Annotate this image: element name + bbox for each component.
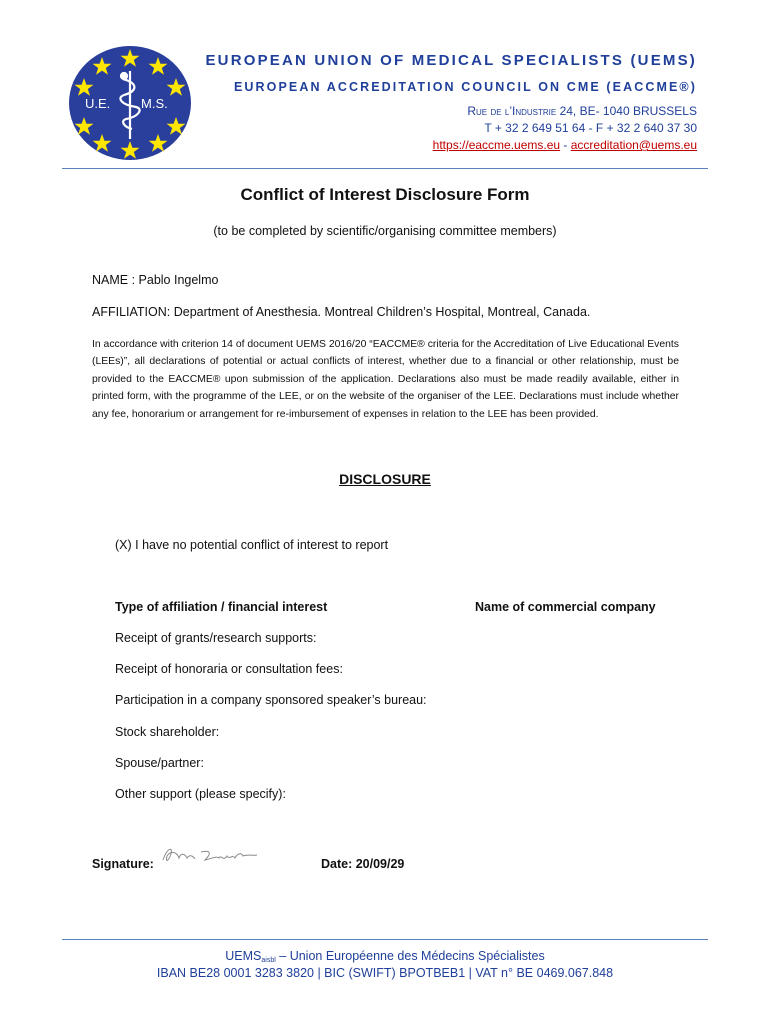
footer-uems: UEMS	[225, 949, 262, 963]
header-divider	[62, 168, 708, 169]
disclosure-row-speakers-bureau: Participation in a company sponsored speaker’s bureau:	[115, 693, 427, 707]
disclosure-row-grants: Receipt of grants/research supports:	[115, 631, 317, 645]
address: Rue de l’Industrie 24, BE- 1040 BRUSSELS	[467, 104, 697, 118]
footer-aisbl: aisbl	[261, 957, 276, 964]
criteria-paragraph: In accordance with criterion 14 of document UEMS 2016/20 “EACCME® criteria for the Accreditation of Live Educational Events (LEEs)”, all declarations of potential or actual conflicts of interest, whether due to a financial or other relationship, must be provided to the EACCME® upon submission of the application. Declarations also must be made readily available, either in printed form, with the programme of the LEE, or on the website of the organiser of the LEE. Declarations must include whether any fee, honorarium or arrangement for re-imbursement of expenses in relation to the LEE has been provided.	[92, 339, 679, 420]
disclosure-row-spouse: Spouse/partner:	[115, 756, 204, 770]
affiliation-line: AFFILIATION: Department of Anesthesia. Montreal Children’s Hospital, Montreal, Canada.	[92, 305, 591, 319]
date-label: Date: 20/09/29	[321, 857, 405, 871]
logo-right-text: M.S.	[141, 96, 168, 111]
phone-fax: T + 32 2 649 51 64 - F + 32 2 640 37 30	[484, 121, 697, 135]
uems-logo	[68, 45, 192, 161]
contact-links	[433, 138, 697, 152]
council-name: EUROPEAN ACCREDITATION COUNCIL ON CME (EACCME®)	[233, 80, 697, 94]
disclosure-row-stock: Stock shareholder:	[115, 725, 220, 739]
handwritten-signature	[157, 842, 262, 868]
footer-org-line	[0, 949, 770, 964]
disclosure-row-other: Other support (please specify):	[115, 787, 286, 801]
logo-left-text: U.E.	[85, 96, 111, 111]
disclosure-heading: DISCLOSURE	[339, 471, 431, 487]
footer-bank-line: IBAN BE28 0001 3283 3820 | BIC (SWIFT) BPOTBEB1 | VAT n° BE 0469.067.848	[156, 966, 614, 980]
col-header-company: Name of commercial company	[475, 600, 656, 614]
link-separator: -	[560, 138, 571, 152]
org-name: EUROPEAN UNION OF MEDICAL SPECIALISTS (UEMS)	[205, 52, 697, 69]
signature-label: Signature:	[92, 857, 154, 871]
email-link[interactable]: accreditation@uems.eu	[570, 138, 697, 152]
website-link[interactable]: https://eaccme.uems.eu	[432, 138, 561, 152]
footer-org-name: – Union Européenne des Médecins Spécialistes	[275, 949, 545, 963]
form-subtitle: (to be completed by scientific/organising committee members)	[213, 224, 557, 238]
col-header-affiliation: Type of affiliation / financial interest	[115, 600, 328, 614]
footer-divider	[62, 939, 708, 940]
no-conflict-statement: (X) I have no potential conflict of interest to report	[115, 538, 389, 552]
form-title: Conflict of Interest Disclosure Form	[240, 185, 530, 204]
disclosure-row-honoraria: Receipt of honoraria or consultation fees:	[115, 662, 343, 676]
name-line: NAME : Pablo Ingelmo	[92, 273, 219, 287]
